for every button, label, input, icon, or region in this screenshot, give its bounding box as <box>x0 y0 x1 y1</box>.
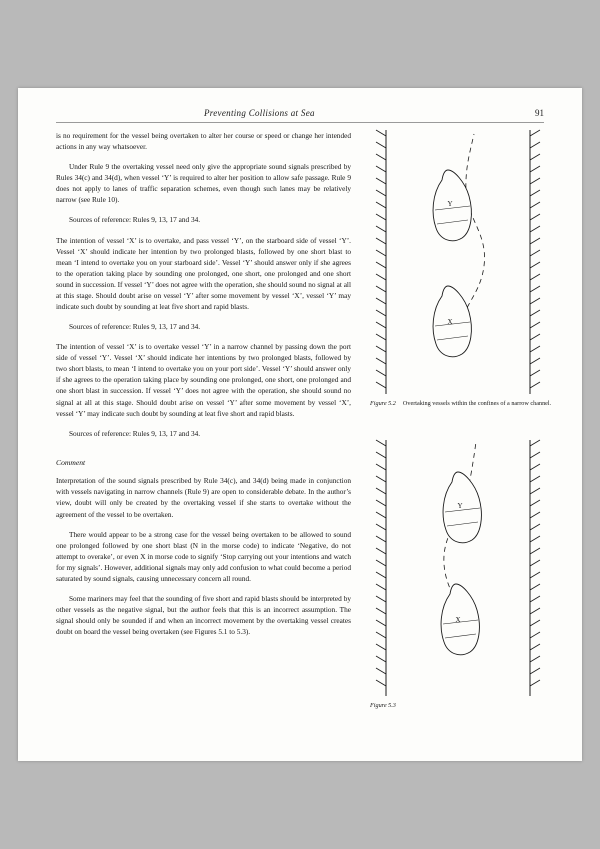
figure-label: Figure 5.2 <box>370 400 396 407</box>
sources-of-reference: Sources of reference: Rules 9, 13, 17 and 34. <box>69 428 201 438</box>
sources-of-reference: Sources of reference: Rules 9, 13, 17 and 34. <box>69 322 201 332</box>
figure-5-3 <box>370 438 546 711</box>
page-sheet <box>18 88 582 761</box>
comment-heading: Comment <box>56 457 86 467</box>
vessel-label: Y <box>457 502 463 510</box>
figure-5-3-caption <box>370 702 546 711</box>
paragraph: The intention of vessel ‘X’ is to overtake vessel ‘Y’ in a narrow channel by passing down the port side of vessel ‘Y’. Vessel ‘X’ should indicate her intentions by two prolonged blasts, followed by two short blasts, to mean ‘I intend to overtake you on your port side’. Vessel ‘Y’ should answer only if she agrees to the operation taking place by sounding one prolonged, one short, one prolonged and one short blast in succession. If vessel ‘Y’ does not agree with the operation, she should sound no signal at all at this stage. Should doubt arise on vessel ‘Y’ after some movement by vessel ‘X’, vessel ‘Y’ may indicate such doubt by sounding at leat five short and rapid blasts. <box>56 342 351 418</box>
paragraph: There would appear to be a strong case for the vessel being overtaken to be allowed to sound one prolonged followed by one short blast (N in the morse code) to indicate ‘Negative, do not attempt to overake’, or even X in morse code to signify ‘Stop carrying out your intentions and watch for my signals’. However, additional signals may only add confusion to what could become a period saturated by sound signals, causing unnecessary concern all round. <box>56 529 351 583</box>
sources-of-reference: Sources of reference: Rules 9, 13, 17 and 34. <box>69 215 201 225</box>
figure-5-2-caption <box>370 400 551 409</box>
paragraph: Interpretation of the sound signals prescribed by Rule 34(c), and 34(d) being made in conjunction with vessels navigating in narrow channels (Rule 9) are open to considerable debate. In the author’s view, doubt will only be created by the overtaking vessel if she starts to overtake without the agreement of the vessel to be overtaken. <box>56 476 351 519</box>
vessel-label: Y <box>447 200 453 208</box>
body-text-column <box>56 130 351 646</box>
figure-caption-text: Overtaking vessels within the confines of a narrow channel. <box>402 400 552 407</box>
figure-label: Figure 5.3 <box>370 702 396 709</box>
vessel-label: X <box>447 318 453 326</box>
figure-5-2 <box>370 128 551 409</box>
book-running-title: Preventing Collisions at Sea <box>204 108 315 118</box>
paragraph: Some mariners may feel that the sounding of five short and rapid blasts should be interpreted by other vessels as the negative signal, but the author feels that this is an incorrect assumption. The signal should only be sounded if and when an incorrect movement by the overtaking vessel creates doubt on board the vessel being overtaken (see Figures 5.1 to 5.3). <box>56 594 351 637</box>
figure-5-3-diagram <box>370 438 546 698</box>
paragraph: Under Rule 9 the overtaking vessel need only give the appropriate sound signals prescribed by Rules 34(c) and 34(d), when vessel ‘Y’ is required to alter her position to allow safe passage. Rule 9 does not apply to lanes of traffic separation schemes, even though such lanes may be relatively narrow (see Rule 10). <box>56 162 351 205</box>
paragraph: The intention of vessel ‘X’ is to overtake, and pass vessel ‘Y’, on the starboard side of vessel ‘Y’. Vessel ‘X’ should indicate her intention by two prolonged blasts, followed by one short blast to mean ‘I intend to overtake you on your starboard side’. Vessel ‘Y’ should answer only if she agrees to the operation taking place by sounding one prolonged, one short, one prolonged and one short sound in succession. If vessel ‘Y’ does not agree with the operation, she should sound no signal at all at this stage. Should doubt arise on vessel ‘Y’ after some movement by vessel ‘X’, vessel ‘Y’ may indicate such doubt by sounding at leat five short and rapid blasts. <box>56 235 351 312</box>
page-number: 91 <box>535 108 544 118</box>
header-divider <box>56 122 544 123</box>
figure-5-2-diagram <box>370 128 546 396</box>
paragraph: is no requirement for the vessel being overtaken to alter her course or speed or change her intended actions in any way whatsoever. <box>56 131 351 152</box>
vessel-label: X <box>455 616 461 624</box>
